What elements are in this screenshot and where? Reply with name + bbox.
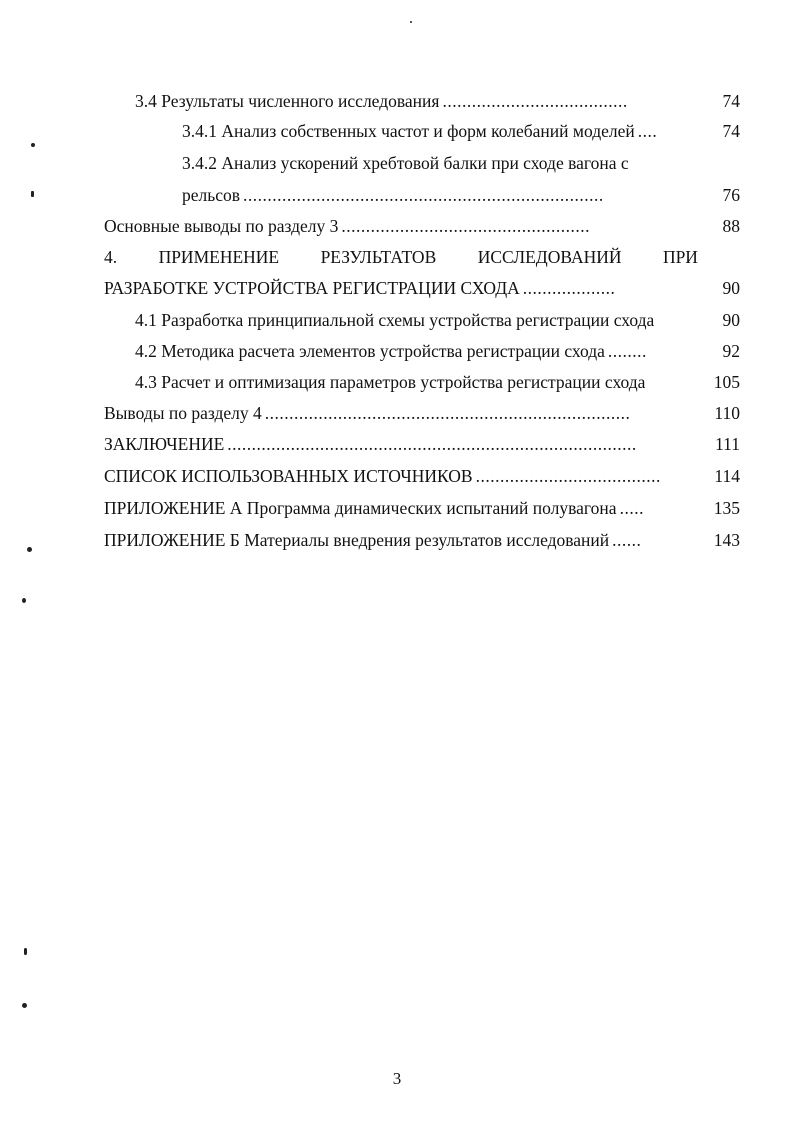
toc-entry-page: 90 bbox=[722, 278, 740, 298]
toc-leader-dots: ........ bbox=[607, 341, 647, 361]
toc-entry-title: 4.3 Расчет и оптимизация параметров устройства регистрации схода bbox=[135, 372, 646, 392]
toc-entry-title: 4.1 Разработка принципиальной схемы устройства регистрации схода bbox=[135, 310, 655, 330]
scan-speck bbox=[27, 547, 32, 552]
toc-entry bbox=[104, 433, 698, 455]
heading-word: 4. bbox=[104, 247, 118, 267]
scan-speck bbox=[22, 598, 26, 603]
toc-entry-page: 90 bbox=[722, 310, 740, 330]
scan-speck bbox=[31, 143, 35, 147]
toc-entry bbox=[104, 402, 698, 424]
heading-word: РЕЗУЛЬТАТОВ bbox=[320, 247, 437, 267]
toc-entry bbox=[104, 215, 698, 237]
toc-section-heading bbox=[104, 246, 698, 268]
toc-leader-dots: ...... bbox=[612, 530, 642, 550]
toc-entry-page: 105 bbox=[713, 372, 740, 392]
toc-leader-dots: ...................................... bbox=[442, 91, 628, 111]
toc-entry-page: 110 bbox=[714, 403, 740, 423]
toc-entry-title: ЗАКЛЮЧЕНИЕ bbox=[104, 434, 225, 454]
toc-entry-page: 76 bbox=[722, 185, 740, 205]
toc-entry bbox=[135, 371, 698, 393]
toc-entry bbox=[135, 90, 698, 112]
heading-word: ПРИМЕНЕНИЕ bbox=[158, 247, 280, 267]
toc-entry bbox=[182, 152, 698, 174]
toc-entry-page: 92 bbox=[722, 341, 740, 361]
toc-entry bbox=[182, 184, 698, 206]
toc-entry-title: 3.4.1 Анализ собственных частот и форм колебаний моделей bbox=[182, 121, 635, 141]
toc-entry bbox=[104, 277, 698, 299]
toc-leader-dots: .... bbox=[637, 121, 658, 141]
toc-entry-page: 88 bbox=[722, 216, 740, 236]
toc-leader-dots: ................... bbox=[522, 278, 616, 298]
toc-entry bbox=[135, 309, 698, 331]
scan-speck bbox=[24, 948, 27, 955]
toc-entry-page: 111 bbox=[715, 434, 740, 454]
scan-speck bbox=[31, 191, 34, 197]
toc-leader-dots: .......................................................................... bbox=[243, 185, 604, 205]
toc-entry-page: 74 bbox=[722, 121, 740, 141]
toc-entry-title: 4.2 Методика расчета элементов устройства регистрации схода bbox=[135, 341, 605, 361]
toc-entry bbox=[104, 497, 698, 519]
toc-entry-title: РАЗРАБОТКЕ УСТРОЙСТВА РЕГИСТРАЦИИ СХОДА bbox=[104, 278, 520, 298]
toc-entry-page: 74 bbox=[722, 91, 740, 111]
toc-leader-dots: ........................................................................... bbox=[264, 403, 631, 423]
toc-entry bbox=[182, 120, 698, 142]
page-number: 3 bbox=[392, 1069, 402, 1088]
toc-entry-title: 3.4 Результаты численного исследования bbox=[135, 91, 440, 111]
toc-leader-dots: ...................................... bbox=[475, 466, 661, 486]
scan-speck bbox=[22, 1003, 27, 1008]
heading-word: ПРИ bbox=[662, 247, 698, 267]
toc-entry-title: ПРИЛОЖЕНИЕ Б Материалы внедрения результатов исследований bbox=[104, 530, 610, 550]
toc-entry-page: 143 bbox=[713, 530, 740, 550]
toc-entry-page: 114 bbox=[714, 466, 740, 486]
scan-speck bbox=[410, 21, 412, 23]
toc-leader-dots: ..... bbox=[619, 498, 644, 518]
toc-leader-dots: .................................................................................... bbox=[227, 434, 637, 454]
toc-entry-title: 3.4.2 Анализ ускорений хребтовой балки при сходе вагона с bbox=[182, 153, 629, 173]
toc-entry-title: рельсов bbox=[182, 185, 241, 205]
heading-word: ИССЛЕДОВАНИЙ bbox=[477, 247, 622, 267]
toc-entry-title: Выводы по разделу 4 bbox=[104, 403, 262, 423]
toc-entry bbox=[104, 465, 698, 487]
toc-entry bbox=[135, 340, 698, 362]
toc-entry bbox=[104, 529, 698, 551]
toc-entry-title: Основные выводы по разделу 3 bbox=[104, 216, 339, 236]
toc-entry-page: 135 bbox=[713, 498, 740, 518]
toc-entry-title: СПИСОК ИСПОЛЬЗОВАННЫХ ИСТОЧНИКОВ bbox=[104, 466, 473, 486]
toc-leader-dots: ................................................... bbox=[341, 216, 591, 236]
toc-entry-title: ПРИЛОЖЕНИЕ А Программа динамических испытаний полувагона bbox=[104, 498, 617, 518]
